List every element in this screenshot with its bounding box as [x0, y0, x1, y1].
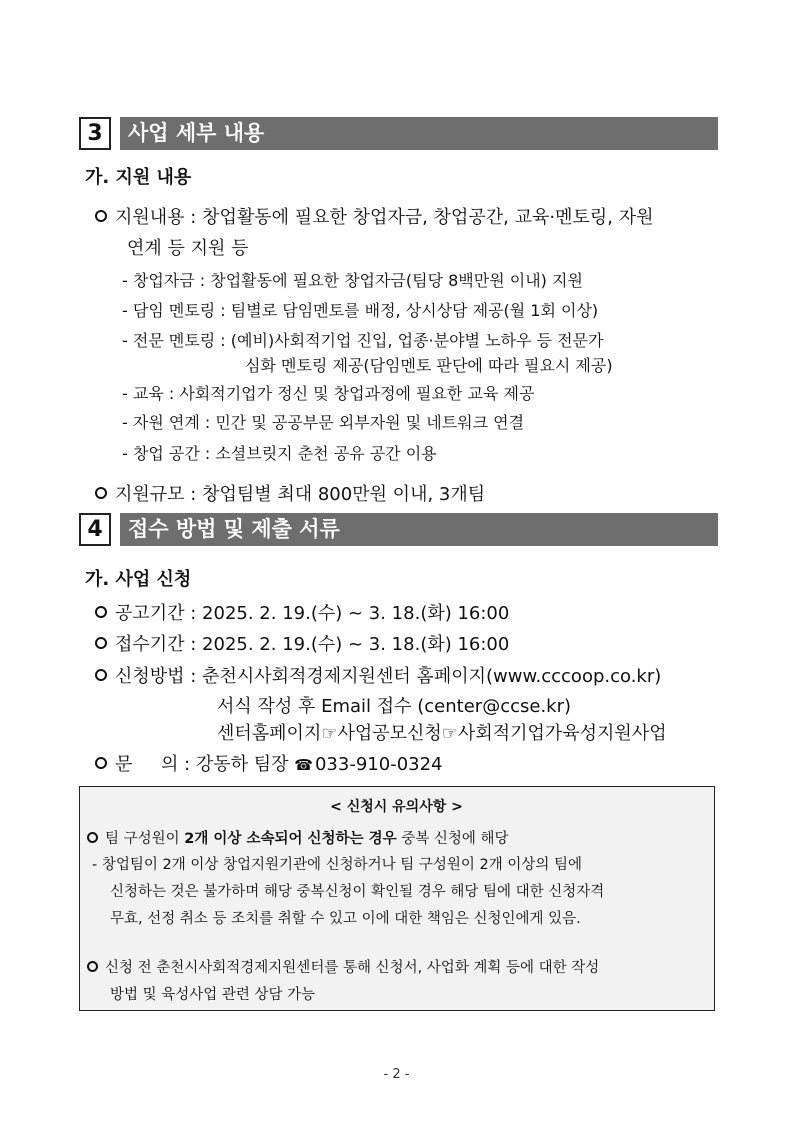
notice-p1-pre: 팀 구성원이	[105, 831, 185, 847]
support-content-line1: 지원내용 : 창업활동에 필요한 창업자금, 창업공간, 교육·멘토링, 자원	[115, 207, 654, 228]
support-scale-text: 지원규모 : 창업팀별 최대 800만원 이내, 3개팀	[115, 484, 486, 505]
notice-title: < 신청시 유의사항 >	[330, 799, 463, 815]
detail-resource-linkage: - 자원 연계 : 민간 및 공공부문 외부자원 및 네트워크 연결	[122, 413, 525, 432]
section-4-title: 접수 방법 및 제출 서류	[120, 513, 718, 546]
notice-p2-line2: 방법 및 육성사업 관련 상담 가능	[110, 987, 316, 1003]
circle-bullet-icon	[95, 637, 107, 649]
announce-period-item	[95, 599, 509, 625]
section-4-subtitle: 가. 사업 신청	[85, 569, 192, 590]
phone-icon: ☎	[294, 756, 313, 774]
circle-bullet-icon	[95, 487, 107, 499]
circle-bullet-icon	[87, 961, 98, 972]
detail-education: - 교육 : 사회적기업가 정신 및 창업과정에 필요한 교육 제공	[122, 384, 535, 403]
section-3-number: 3	[79, 117, 111, 150]
notice-point-1	[87, 827, 509, 848]
support-scale-item	[95, 480, 485, 506]
notice-p1-post: 중복 신청에 해당	[396, 831, 509, 847]
application-method-line1: 신청방법 : 춘천시사회적경제지원센터 홈페이지(www.cccoop.co.kr)	[115, 666, 662, 687]
circle-bullet-icon	[95, 669, 107, 681]
detail-startup-space: - 창업 공간 : 소셜브릿지 춘천 공유 공간 이용	[122, 444, 437, 463]
detail-funding: - 창업자금 : 창업활동에 필요한 창업자금(팀당 8백만원 이내) 지원	[122, 271, 583, 290]
notice-p1-detail1: - 창업팀이 2개 이상 창업지원기관에 신청하거나 팀 구성원이 2개 이상의 팀에	[92, 857, 582, 873]
application-method-line3: 센터홈페이지☞사업공모신청☞사회적기업가육성지원사업	[217, 723, 667, 744]
contact-phone: 033-910-0324	[314, 754, 443, 775]
detail-expert-mentoring: - 전문 멘토링 : (예비)사회적기업 진입, 업종·분야별 노하우 등 전문가	[122, 331, 604, 350]
application-method-line2: 서식 작성 후 Email 접수 (center@ccse.kr)	[217, 696, 572, 717]
notice-p2-line1: 신청 전 춘천시사회적경제지원센터를 통해 신청서, 사업화 계획 등에 대한 작성	[105, 960, 600, 976]
announce-period-text: 공고기간 : 2025. 2. 19.(수) ~ 3. 18.(화) 16:00	[115, 603, 510, 624]
receipt-period-item	[95, 630, 509, 656]
receipt-period-text: 접수기간 : 2025. 2. 19.(수) ~ 3. 18.(화) 16:00	[115, 634, 510, 655]
circle-bullet-icon	[95, 606, 107, 618]
circle-bullet-icon	[87, 832, 98, 843]
contact-item	[95, 750, 443, 776]
support-content-item	[95, 203, 653, 229]
notice-p1-detail2: 신청하는 것은 불가하며 해당 중복신청이 확인될 경우 해당 팀에 대한 신청자격	[110, 884, 605, 900]
contact-label: 문 의 : 강동하 팀장	[115, 754, 289, 775]
application-method-item	[95, 662, 661, 688]
detail-homeroom-mentoring: - 담임 멘토링 : 팀별로 담임멘토를 배정, 상시상담 제공(월 1회 이상)	[122, 301, 599, 320]
notice-point-2	[87, 956, 599, 977]
notice-p1-detail3: 무효, 선정 취소 등 조치를 취할 수 있고 이에 대한 책임은 신청인에게 있음.	[110, 911, 581, 927]
detail-expert-mentoring-cont: 심화 멘토링 제공(담임멘토 판단에 따라 필요시 제공)	[245, 356, 613, 375]
support-content-line2: 연계 등 지원 등	[127, 238, 249, 259]
section-4-number: 4	[79, 513, 111, 546]
notice-box	[79, 786, 715, 1011]
page-number: - 2 -	[383, 1067, 410, 1082]
section-3-title: 사업 세부 내용	[120, 117, 718, 150]
circle-bullet-icon	[95, 210, 107, 222]
notice-p1-bold: 2개 이상 소속되어 신청하는 경우	[184, 831, 397, 847]
section-3-subtitle: 가. 지원 내용	[85, 167, 192, 188]
circle-bullet-icon	[95, 757, 107, 769]
